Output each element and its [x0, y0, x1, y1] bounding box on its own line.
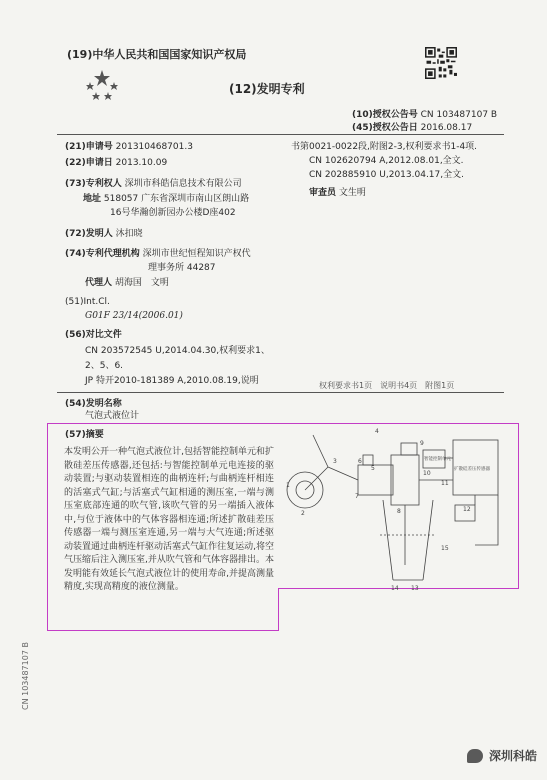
address-line2: 16号华瀚创新园办公楼D座402 — [110, 208, 236, 218]
qr-code-icon — [425, 47, 457, 79]
patentee: 深圳市科皓信息技术有限公司 — [124, 179, 242, 189]
invention-title: 气泡式液位计 — [85, 411, 140, 421]
grant-pub-no: CN 103487107 B — [420, 110, 498, 120]
diagram-label-7: 7 — [355, 493, 359, 500]
diagram-label-9: 9 — [420, 440, 424, 447]
office-title: (19)中华人民共和国国家知识产权局 — [67, 48, 247, 61]
diagram-label-12: 12 — [463, 506, 471, 513]
watermark — [467, 747, 537, 764]
mid-divider — [57, 392, 504, 393]
abstract-text: 本发明公开一种气泡式液位计,包括智能控制单元和扩散硅差压传感器,还包括:与智能控制单元电连接的驱动装置;与驱动装置相连的曲柄连杆;与曲柄连杆相连的活塞式气缸;与活塞式气缸相通的测压室,一端与测压室底部连通的吹气管,该吹气管的另一端插入液体中,与位于液体中的气体容器相连通;所述扩散硅差压传感器一端与测压室连通,另一端与大气连通;所述驱动装置通过曲柄连杆驱动活塞式气缸作往复运动,将空气压缩后注入测压室,并从吹气管和气体容器排出。本发明能有效延长气泡式液位计的使用寿命,并提高测量精度,实现高精度的液位测量。 — [64, 447, 274, 592]
watermark-text: 深圳科皓 — [488, 749, 537, 763]
app-date: 2013.10.09 — [115, 158, 168, 168]
patentee-label: (73)专利权人 — [65, 179, 122, 189]
inventor: 沐扣晓 — [115, 229, 143, 239]
app-date-label: (22)申请日 — [65, 158, 113, 168]
grant-pub-date: 2016.08.17 — [420, 123, 473, 133]
app-no-label: (21)申请号 — [65, 142, 113, 152]
grant-pub-date-label: (45)授权公告日 — [352, 123, 418, 133]
national-emblem-icon — [82, 66, 122, 106]
agency-label: (74)专利代理机构 — [65, 249, 140, 259]
diagram-label-5: 5 — [371, 465, 375, 472]
cited-cont-line2: CN 102620794 A,2012.08.01,全文. — [309, 156, 464, 166]
diagram-label-10: 10 — [423, 470, 431, 477]
diagram-label-14: 14 — [391, 585, 399, 592]
address-line1: 518057 广东省深圳市南山区朗山路 — [103, 194, 250, 204]
intcl-value: G01F 23/14(2006.01) — [85, 311, 183, 321]
examiner: 文生明 — [338, 188, 366, 198]
cited-line2: 2、5、6. — [85, 361, 124, 371]
abstract-label: (57)摘要 — [65, 430, 104, 440]
diagram-label-4: 4 — [375, 428, 379, 435]
diagram-label-15: 15 — [441, 545, 449, 552]
agency-line2: 理事务所 44287 — [148, 263, 216, 273]
agent: 胡海国 文明 — [114, 278, 169, 288]
pages-summary: 权利要求书1页 说明书4页 附图1页 — [319, 381, 455, 390]
header-divider — [57, 134, 504, 135]
title-label: (54)发明名称 — [65, 399, 122, 409]
cited-label: (56)对比文件 — [65, 330, 122, 340]
cited-line1: CN 203572545 U,2014.04.30,权利要求1、 — [85, 346, 270, 356]
agency-line1: 深圳市世纪恒程知识产权代 — [142, 249, 251, 259]
cited-cont-line3: CN 202885910 U,2013.04.17,全文. — [309, 170, 464, 180]
diagram-label-1: 1 — [286, 482, 290, 489]
doc-type: (12)发明专利 — [229, 82, 305, 96]
intcl-label: (51)Int.Cl. — [65, 297, 110, 307]
diagram-box-control: 智能控制单元 — [424, 457, 451, 462]
grant-pub-date-row — [352, 122, 472, 134]
cited-line3: JP 特开2010-181389 A,2010.08.19,说明 — [85, 376, 259, 386]
chat-bubble-icon — [467, 749, 483, 763]
agent-label: 代理人 — [85, 278, 113, 288]
diagram-label-2: 2 — [301, 510, 305, 517]
app-no: 201310468701.3 — [115, 142, 193, 152]
grant-pub-no-row — [352, 109, 497, 121]
grant-pub-no-label: (10)授权公告号 — [352, 110, 418, 120]
diagram-label-6: 6 — [358, 458, 362, 465]
address-label: 地址 — [83, 194, 102, 204]
diagram-label-13: 13 — [411, 585, 419, 592]
inventor-label: (72)发明人 — [65, 229, 113, 239]
diagram-label-11: 11 — [441, 480, 449, 487]
side-pub-code: CN 103487107 B — [21, 642, 30, 710]
diagram-label-3: 3 — [333, 458, 337, 465]
diagram-box-sensor: 扩散硅差压传感器 — [454, 467, 490, 472]
cited-cont-line1: 书第0021-0022段,附图2-3,权利要求书1-4项. — [291, 142, 478, 152]
diagram-label-8: 8 — [397, 508, 401, 515]
invention-diagram — [283, 425, 513, 600]
examiner-label: 审查员 — [309, 188, 337, 198]
